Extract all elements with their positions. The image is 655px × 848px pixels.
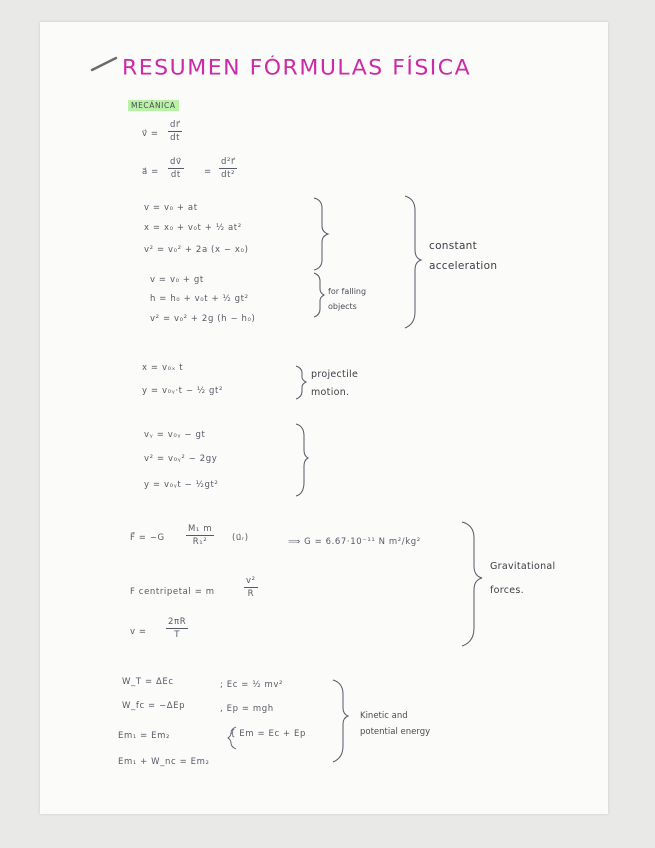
free-fall-eq-1: v = v₀ + gt [150,275,204,285]
centripetal-numerator: v² [246,576,256,586]
free-fall-eq-2: h = h₀ + v₀t + ½ gt² [150,294,249,304]
projectile-note-line-2: motion. [311,387,350,398]
projectile-eq-1: x = v₀ₓ t [142,363,184,373]
brace-energy [333,680,348,762]
gravity-force-lhs: F⃗ = −G [130,533,165,543]
free-fall-eq-3: v² = v₀² + 2g (h − h₀) [150,314,256,324]
acceleration-lhs: a⃗ = [142,167,159,177]
brace-constant-acceleration [405,196,421,328]
acceleration-numerator-1: dv⃗ [170,157,182,167]
kinematics-eq-1: v = v₀ + at [144,203,198,213]
page-title: RESUMEN FÓRMULAS FÍSICA [122,56,472,81]
gravity-force-fraction [186,524,214,547]
vertical-eq-1: vᵧ = v₀ᵧ − gt [144,430,206,440]
centripetal-denominator: R [247,589,255,599]
energy-row-2-right: , Ep = mgh [220,704,274,714]
brace-projectile [296,366,306,399]
brace-kinematics [314,198,328,270]
velocity-lhs: v⃗ = [142,129,159,139]
gravitational-note-line-1: Gravitational [490,561,556,572]
acceleration-fraction-1 [168,157,184,180]
pencil-stroke [92,58,116,70]
energy-row-3-right: { Em = Ec + Ep [230,729,307,739]
gravity-force-numerator: M₁ m [188,524,213,534]
kinematics-eq-2: x = x₀ + v₀t + ½ at² [144,223,242,233]
energy-row-2-left: W_fc = −ΔEp [122,701,186,711]
projectile-eq-2: y = v₀ᵧ·t − ½ gt² [142,386,223,396]
acceleration-denominator-1: dt [170,170,181,180]
acceleration-denominator-2: dt² [221,170,236,180]
brace-gravitational [462,522,482,646]
centripetal-fraction [244,576,258,599]
energy-row-1-right: ; Ec = ½ mv² [220,680,283,690]
velocity-denominator: dt [170,133,181,143]
brace-free-fall [314,273,324,317]
velocity-fraction [168,120,182,143]
acceleration-numerator-2: d²r⃗ [221,157,236,167]
energy-note-line-2: potential energy [360,727,431,737]
vertical-eq-2: v² = v₀ᵧ² − 2gy [144,454,218,464]
orbital-speed-numerator: 2πR [168,617,187,627]
orbital-speed-denominator: T [174,630,181,640]
gravity-force-denominator: R₁² [192,537,208,547]
orbital-speed-fraction [166,617,188,640]
vertical-eq-3: y = v₀ᵧt − ½gt² [144,480,219,490]
energy-row-4: Em₁ + W_nc = Em₂ [118,757,210,767]
velocity-numerator: dr⃗ [170,120,181,130]
gravitational-note-line-2: forces. [490,585,524,596]
gravity-unit-vector: (u⃗ᵣ) [232,533,249,543]
brace-vertical [296,424,308,496]
projectile-note-line-1: projectile [311,369,359,380]
gravitational-constant: ⟹ G = 6.67·10⁻¹¹ N m²/kg² [288,537,421,547]
constant-acceleration-note-line-1: constant [429,240,478,252]
acceleration-equals: = [204,167,212,177]
centripetal-force-lhs: F centripetal = m [130,587,215,597]
free-fall-note-line-1: for falling [328,287,367,296]
energy-row-1-left: W_T = ΔEc [122,677,174,687]
energy-note-line-1: Kinetic and [360,711,408,721]
kinematics-eq-3: v² = v₀² + 2a (x − x₀) [144,245,249,255]
orbital-speed-lhs: v = [130,627,147,637]
free-fall-note-line-2: objects [328,302,357,311]
acceleration-fraction-2 [219,157,237,180]
constant-acceleration-note-line-2: acceleration [429,260,498,272]
energy-row-3-left: Em₁ = Em₂ [118,731,171,741]
section-label: MECÁNICA [128,100,179,111]
